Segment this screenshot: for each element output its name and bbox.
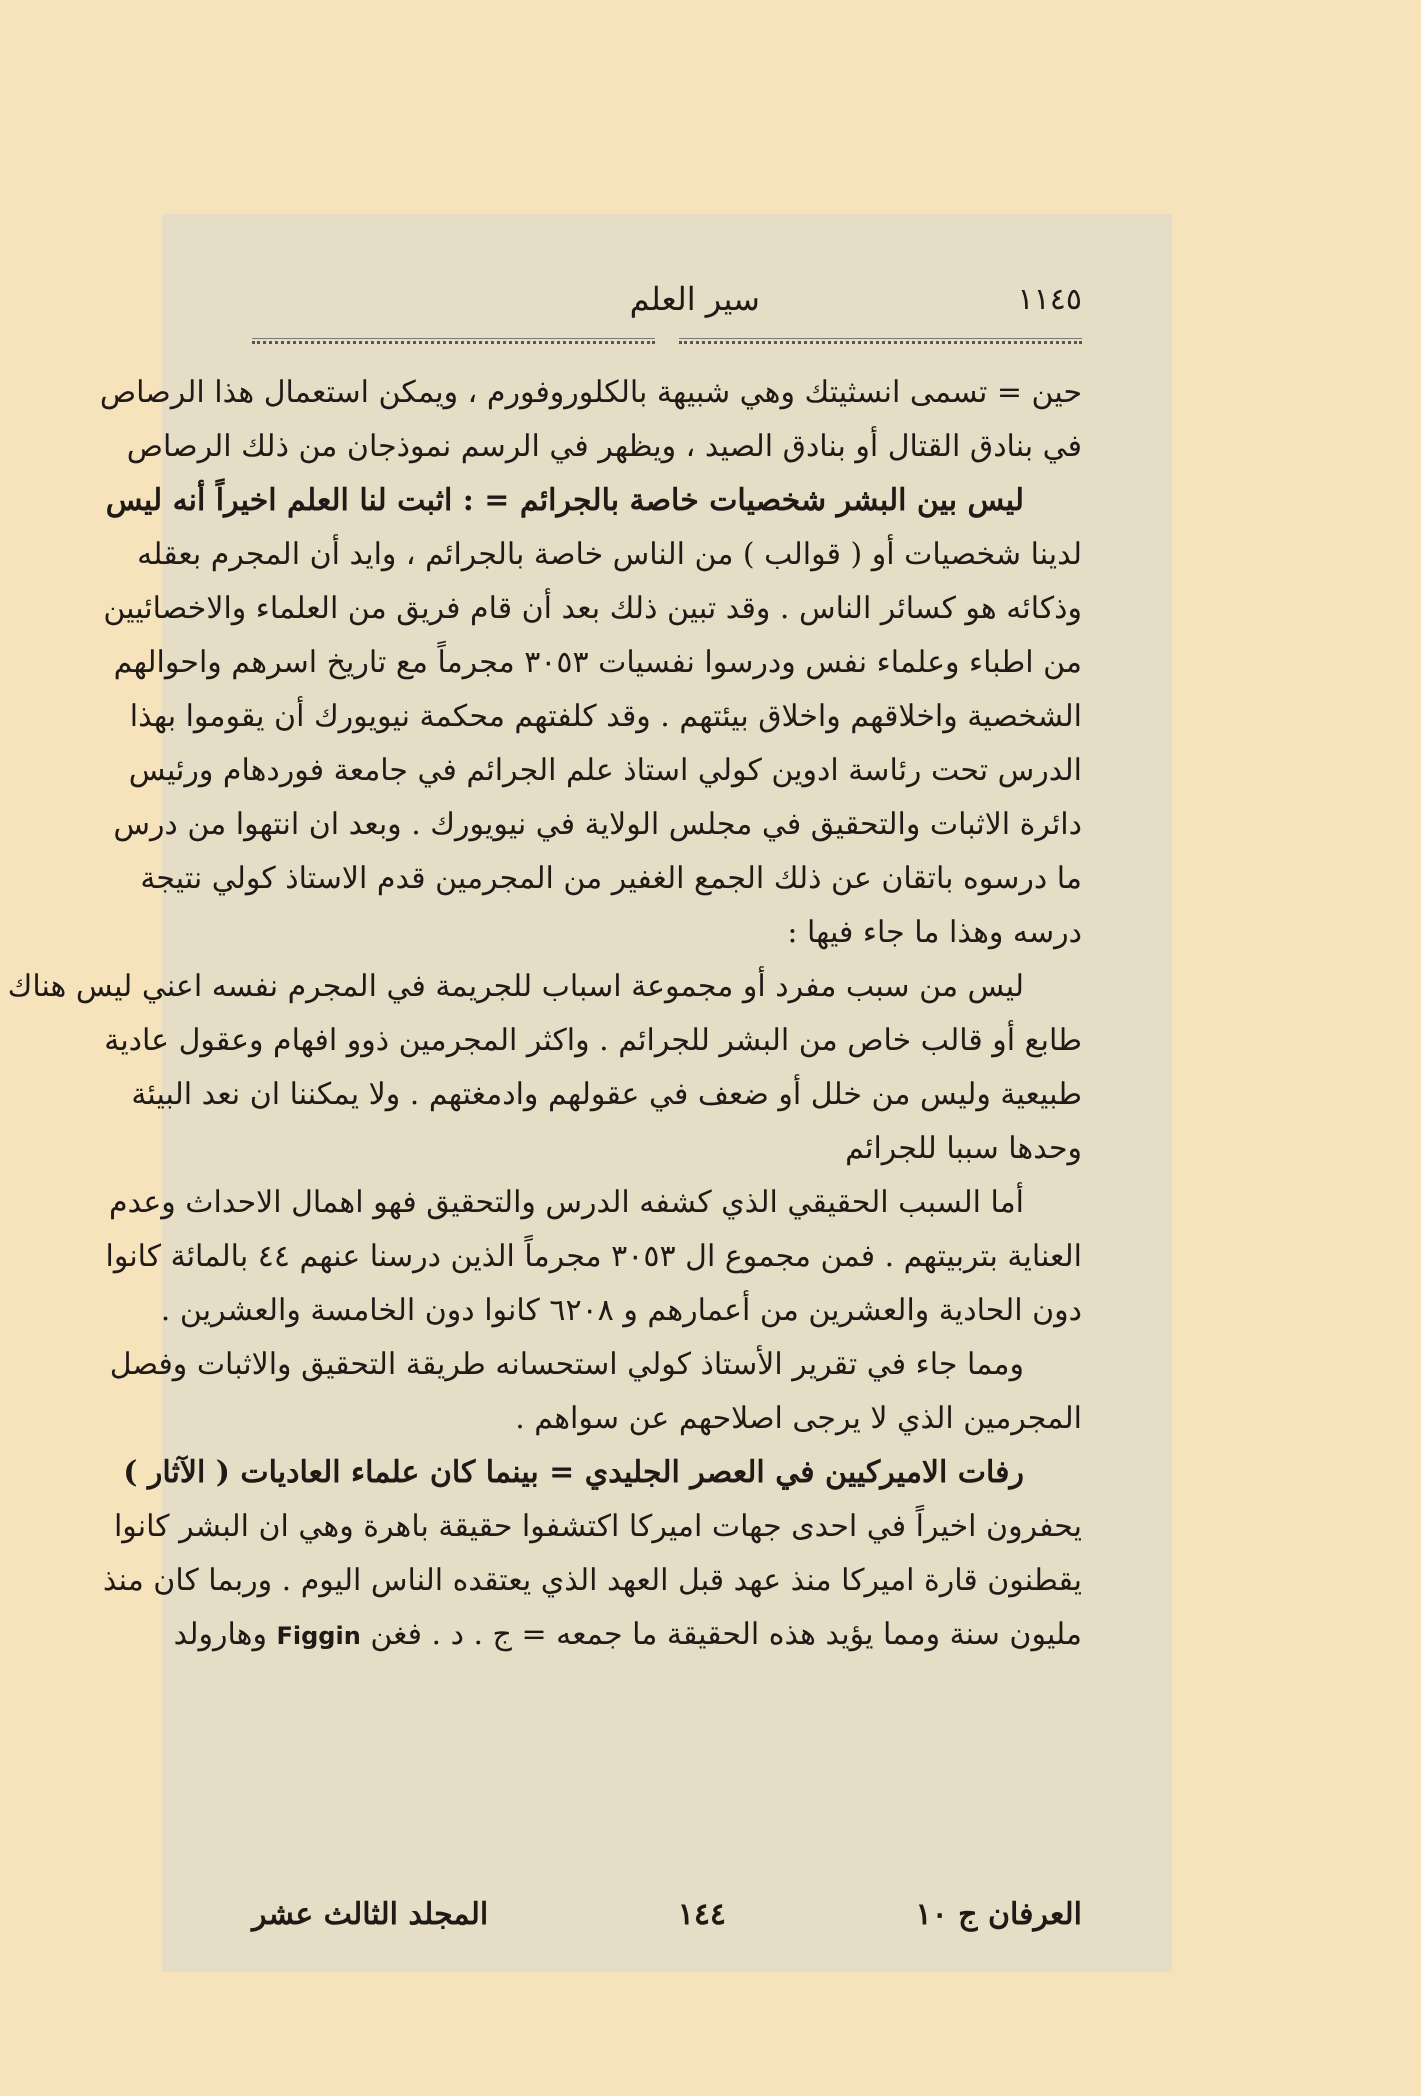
header-rule-segment: [679, 338, 1082, 344]
text-line: من اطباء وعلماء نفس ودرسوا نفسيات ٣٠٥٣ مجرماً مع تاريخ اسرهم واحوالهم: [113, 645, 1082, 680]
footer-journal: العرفان ج ١٠: [915, 1897, 1082, 1932]
page-content: [7, 274, 1082, 1972]
text-line: الدرس تحت رئاسة ادوين كولي استاذ علم الجرائم في جامعة فوردهام ورئيس: [128, 753, 1082, 788]
text-line: في بنادق القتال أو بنادق الصيد ، ويظهر في الرسم نموذجان من ذلك الرصاص: [126, 429, 1082, 464]
running-header: [252, 274, 1082, 324]
text-line: درسه وهذا ما جاء فيها :: [787, 915, 1082, 950]
header-rule: [252, 338, 1082, 344]
text-line: أما السبب الحقيقي الذي كشفه الدرس والتحقيق فهو اهمال الاحداث وعدم: [109, 1185, 1024, 1220]
text-line: يحفرون اخيراً في احدى جهات اميركا اكتشفوا حقيقة باهرة وهي ان البشر كانوا: [113, 1509, 1082, 1544]
text-line: دائرة الاثبات والتحقيق في مجلس الولاية في نيويورك . وبعد ان انتهوا من درس: [113, 807, 1082, 842]
latin-name: Figgin: [276, 1622, 361, 1650]
text-line: ومما جاء في تقرير الأستاذ كولي استحسانه طريقة التحقيق والاثبات وفصل: [109, 1347, 1024, 1382]
body-text: [7, 366, 1082, 1662]
text-line-mixed: [173, 1608, 1082, 1662]
text-line: وحدها سببا للجرائم: [845, 1131, 1082, 1166]
text-line: يقطنون قارة اميركا منذ عهد قبل العهد الذي يعتقده الناس اليوم . وربما كان منذ: [102, 1563, 1082, 1598]
header-title: سير العلم: [629, 280, 760, 318]
text-line-part: مليون سنة ومما يؤيد هذه الحقيقة ما جمعه = ج . د . فغن: [370, 1617, 1082, 1652]
text-line: طابع أو قالب خاص من البشر للجرائم . واكثر المجرمين ذوو افهام وعقول عادية: [104, 1023, 1082, 1058]
text-line: ما درسوه باتقان عن ذلك الجمع الغفير من المجرمين قدم الاستاذ كولي نتيجة: [140, 861, 1082, 896]
text-line-heading: رفات الاميركيين في العصر الجليدي = بينما كان علماء العاديات ( الآثار ): [123, 1455, 1024, 1490]
text-line: حين = تسمى انسثيتك وهي شبيهة بالكلوروفورم ، ويمكن استعمال هذا الرصاص: [99, 375, 1082, 410]
document-page: [7, 214, 1172, 1972]
text-line: طبيعية وليس من خلل أو ضعف في عقولهم وادمغتهم . ولا يمكننا ان نعد البيئة: [131, 1077, 1082, 1112]
text-line: دون الحادية والعشرين من أعمارهم و ٦٢٠٨ كانوا دون الخامسة والعشرين .: [160, 1293, 1082, 1328]
text-line-part: وهارولد: [173, 1617, 267, 1652]
text-line: الشخصية واخلاقهم واخلاق بيئتهم . وقد كلفتهم محكمة نيويورك أن يقوموا بهذا: [129, 699, 1082, 734]
footer-volume: المجلد الثالث عشر: [252, 1897, 489, 1932]
text-line: لدينا شخصيات أو ( قوالب ) من الناس خاصة بالجرائم ، وايد أن المجرم بعقله: [137, 537, 1082, 572]
text-line: وذكائه هو كسائر الناس . وقد تبين ذلك بعد أن قام فريق من العلماء والاخصائيين: [103, 591, 1082, 626]
text-line: العناية بتربيتهم . فمن مجموع ال ٣٠٥٣ مجرماً الذين درسنا عنهم ٤٤ بالمائة كانوا: [105, 1239, 1082, 1274]
text-line: ليس من سبب مفرد أو مجموعة اسباب للجريمة في المجرم نفسه اعني ليس هناك: [7, 969, 1024, 1004]
page-footer: [252, 1897, 1082, 1932]
text-line: المجرمين الذي لا يرجى اصلاحهم عن سواهم .: [515, 1401, 1082, 1436]
footer-page-number: ١٤٤: [677, 1897, 727, 1932]
header-page-number: ١١٤٥: [1017, 281, 1082, 317]
header-rule-segment: [252, 338, 655, 344]
text-line-heading: ليس بين البشر شخصيات خاصة بالجرائم = : اثبت لنا العلم اخيراً أنه ليس: [105, 483, 1024, 518]
